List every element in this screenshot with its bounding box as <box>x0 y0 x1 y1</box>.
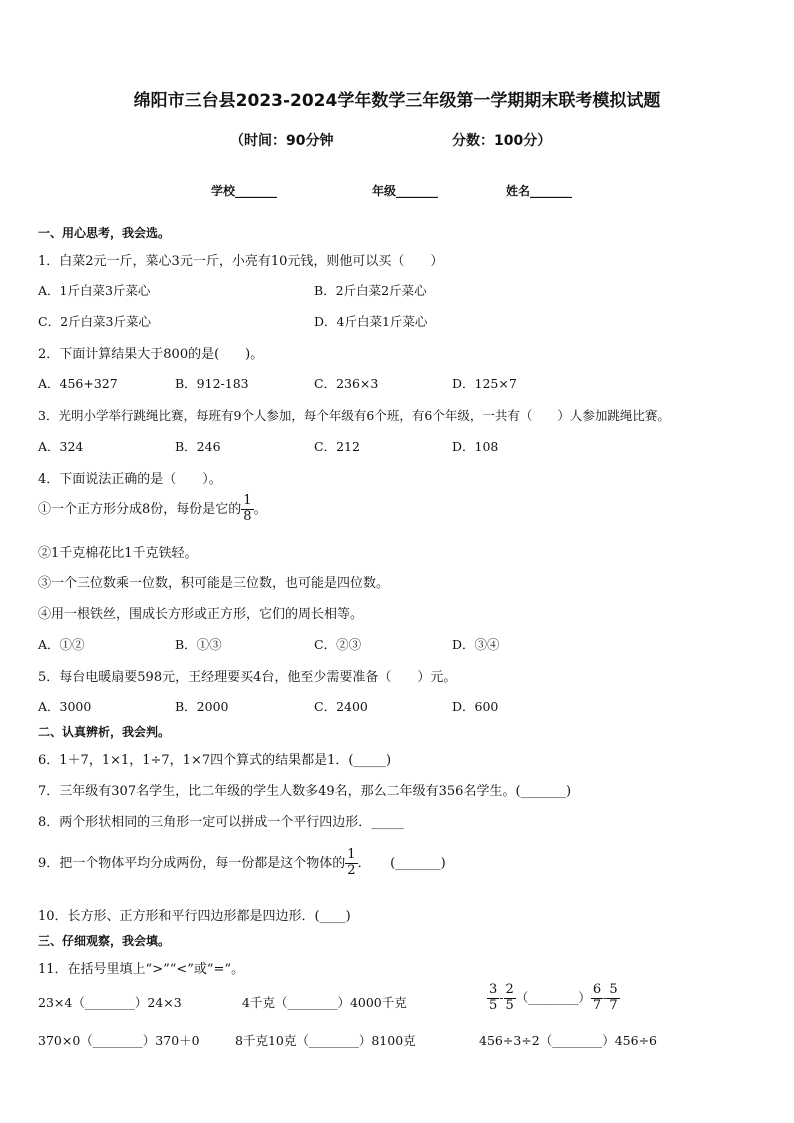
exam-score: 分数：100分） <box>452 133 552 149</box>
q5-option-d: D．600 <box>452 699 499 714</box>
compare-6: 456÷3÷2（________）456÷6 <box>479 1033 657 1048</box>
fraction-one-half <box>345 848 357 879</box>
q2-option-b: B．912-183 <box>175 376 249 391</box>
q5-option-b: B．2000 <box>175 699 229 714</box>
fraction-denominator: 5 <box>505 997 514 1013</box>
fraction-five-sevenths <box>607 983 619 1014</box>
minus-sign: - <box>603 989 608 1005</box>
fraction-two-fifths <box>504 983 516 1014</box>
fraction-denominator: 2 <box>347 862 356 878</box>
q4-option-a: A．①② <box>38 637 85 652</box>
question-3: 3．光明小学举行跳绳比赛，每班有9个人参加，每个年级有6个班，有6个年级，一共有（ ）人参加跳绳比赛。 <box>38 408 670 423</box>
answer-blank: （________） <box>515 989 591 1005</box>
question-2: 2．下面计算结果大于800的是( )。 <box>38 347 264 362</box>
section-3-heading: 三、仔细观察，我会填。 <box>38 934 171 948</box>
fraction-denominator: 7 <box>592 997 602 1013</box>
q1-option-d: D．4斤白菜1斤菜心 <box>314 314 428 329</box>
section-2-heading: 二、认真辨析，我会判。 <box>38 725 171 739</box>
q4-statement-2: ②1千克棉花比1千克铁轻。 <box>38 546 198 561</box>
fraction-denominator: 8 <box>243 508 252 524</box>
q4-statement-3: ③一个三位数乘一位数，积可能是三位数，也可能是四位数。 <box>38 576 390 591</box>
q1-option-c: C．2斤白菜3斤菜心 <box>38 314 151 329</box>
grade-field: 年级_______ <box>372 184 439 198</box>
fraction-numerator: 1 <box>243 493 252 508</box>
q2-option-d: D．125×7 <box>452 376 517 391</box>
question-9 <box>38 848 446 879</box>
question-6: 6．1＋7，1×1，1÷7，1×7四个算式的结果都是1．(_____) <box>38 753 392 768</box>
fraction-one-eighth <box>241 494 253 525</box>
q3-option-a: A．324 <box>38 439 84 454</box>
minus-sign: - <box>499 989 504 1005</box>
q1-option-b: B．2斤白菜2斤菜心 <box>314 283 427 298</box>
fraction-numerator: 3 <box>489 982 498 997</box>
q2-option-a: A．456+327 <box>38 376 118 391</box>
q3-option-c: C．212 <box>314 439 360 454</box>
section-1-heading: 一、用心思考，我会选。 <box>38 226 171 240</box>
q1-option-a: A．1斤白菜3斤菜心 <box>38 283 151 298</box>
name-field: 姓名_______ <box>506 184 573 198</box>
fraction-denominator: 5 <box>489 997 498 1013</box>
question-10: 10．长方形、正方形和平行四边形都是四边形．(____) <box>38 909 351 924</box>
fraction-six-sevenths <box>591 983 603 1014</box>
q4-statement-1-end: 。 <box>253 501 267 517</box>
compare-5: 8千克10克（________）8100克 <box>235 1033 416 1048</box>
compare-3 <box>487 983 620 1014</box>
fraction-numerator: 1 <box>347 847 356 862</box>
q5-option-a: A．3000 <box>38 699 92 714</box>
question-9-end: ． (_______) <box>357 855 446 871</box>
q5-option-c: C．2400 <box>314 699 368 714</box>
exam-time: （时间：90分钟 <box>230 133 334 149</box>
fraction-numerator: 6 <box>592 982 602 997</box>
question-8: 8．两个形状相同的三角形一定可以拼成一个平行四边形．_____ <box>38 815 404 830</box>
q4-statement-1 <box>38 494 267 525</box>
q4-option-c: C．②③ <box>314 637 362 652</box>
fraction-numerator: 2 <box>505 982 514 997</box>
q3-option-d: D．108 <box>452 439 499 454</box>
compare-2: 4千克（________）4000千克 <box>242 995 407 1010</box>
q3-option-b: B．246 <box>175 439 221 454</box>
fraction-three-fifths <box>487 983 499 1014</box>
compare-1: 23×4（________）24×3 <box>38 995 182 1010</box>
q4-option-d: D．③④ <box>452 637 500 652</box>
compare-4: 370×0（________）370＋0 <box>38 1033 200 1048</box>
q4-statement-4: ④用一根铁丝，围成长方形或正方形，它们的周长相等。 <box>38 607 364 622</box>
question-1: 1．白菜2元一斤，菜心3元一斤，小亮有10元钱，则他可以买（ ） <box>38 254 444 269</box>
question-11: 11．在括号里填上“>”“<”或“=”。 <box>38 962 245 977</box>
q4-statement-1-text: ①一个正方形分成8份，每份是它的 <box>38 501 242 517</box>
q2-option-c: C．236×3 <box>314 376 379 391</box>
question-4: 4．下面说法正确的是（ ）。 <box>38 472 222 487</box>
school-field: 学校_______ <box>211 184 278 198</box>
question-5: 5．每台电暖扇要598元，王经理要买4台，他至少需要准备（ ）元。 <box>38 670 457 685</box>
page-title: 绵阳市三台县2023-2024学年数学三年级第一学期期末联考模拟试题 <box>133 91 661 111</box>
question-9-text: 9．把一个物体平均分成两份，每一份都是这个物体的 <box>38 855 346 871</box>
fraction-numerator: 5 <box>609 982 618 997</box>
question-7: 7．三年级有307名学生，比二年级的学生人数多49名，那么二年级有356名学生。(_______) <box>38 784 572 799</box>
fraction-denominator: 7 <box>609 997 618 1013</box>
q4-option-b: B．①③ <box>175 637 222 652</box>
